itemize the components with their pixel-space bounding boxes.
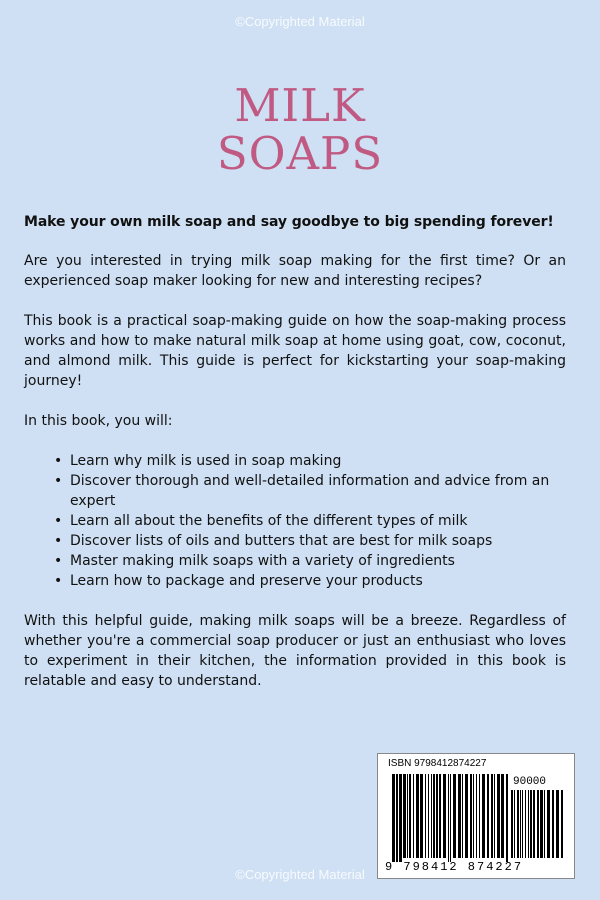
barcode-bar (453, 774, 456, 858)
barcode-addon-bars (511, 790, 565, 858)
barcode-bar (517, 790, 519, 858)
barcode-bar (528, 790, 529, 858)
list-item: • Learn all about the benefits of the different types of milk (70, 511, 566, 531)
book-title (0, 79, 600, 180)
barcode-bar (403, 774, 406, 858)
barcode-addon-number: 90000 (513, 776, 547, 788)
barcode-bar (556, 790, 559, 858)
isbn-barcode (377, 753, 575, 879)
barcode-bar (458, 774, 461, 858)
barcode-bar (407, 774, 408, 858)
barcode-bar (506, 774, 508, 862)
barcode-bar (409, 774, 411, 858)
barcode-bar (522, 790, 523, 858)
barcode-bar (436, 774, 438, 858)
barcode-bar (413, 774, 414, 858)
isbn-label: ISBN 9798412874227 (388, 758, 487, 769)
barcode-bar (547, 790, 550, 858)
barcode-bar (443, 774, 446, 858)
paragraph-intro: Are you interested in trying milk soap making for the first time? Or an experienced soap maker looking for new and interesting recipes? (24, 253, 566, 289)
copyright-watermark-top: ©Copyrighted Material (235, 14, 365, 29)
barcode-bar (473, 774, 474, 858)
barcode-bar (420, 774, 423, 858)
list-item: • Master making milk soaps with a variety of ingredients (70, 551, 566, 571)
barcode-digits: 9 798412 874227 (385, 860, 524, 874)
barcode-bar (462, 774, 463, 858)
barcode-bar (501, 774, 504, 858)
barcode-bar (476, 774, 477, 858)
back-cover-description (24, 212, 566, 711)
barcode-bar (431, 774, 432, 858)
barcode-bar (479, 774, 480, 858)
paragraph-about: This book is a practical soap-making guide on how the soap-making process works and how to make natural milk soap at home using goat, cow, coconut, and almond milk. This guide is perfect for kickstarting your soap-making journey! (24, 313, 566, 389)
paragraph-closing: With this helpful guide, making milk soaps will be a breeze. Regardless of whether you're a commercial soap producer or just an enthusiast who loves to experiment in their kitchen, the information provided in this book is relatable and easy to understand. (24, 613, 566, 689)
lead-sentence: Make your own milk soap and say goodbye to big spending forever! (24, 214, 554, 230)
barcode-bar (470, 774, 472, 858)
barcode-bar (416, 774, 419, 858)
barcode-bar (428, 774, 429, 858)
title-line-1: MILK (234, 79, 366, 132)
barcode-bar (491, 774, 493, 858)
barcode-bar (552, 790, 554, 858)
barcode-bar (392, 774, 395, 862)
barcode-bar (561, 790, 563, 858)
barcode-main-bars (392, 774, 508, 862)
barcode-bar (439, 774, 441, 858)
barcode-bar (520, 790, 521, 858)
barcode-bar (399, 774, 402, 862)
barcode-bar (482, 774, 485, 858)
barcode-bar (494, 774, 495, 858)
barcode-bar (511, 790, 513, 858)
barcode-bar (530, 790, 532, 858)
copyright-watermark-bottom: ©Copyrighted Material (235, 867, 365, 882)
barcode-bar (450, 774, 451, 862)
barcode-bar (497, 774, 500, 858)
barcode-bar (540, 790, 543, 858)
list-item: • Learn why milk is used in soap making (70, 451, 566, 471)
barcode-bar (537, 790, 539, 858)
list-item: • Learn how to package and preserve your products (70, 571, 566, 591)
feature-list (24, 451, 566, 591)
barcode-bar (433, 774, 435, 858)
paragraph-list-intro: In this book, you will: (24, 413, 173, 429)
barcode-bar (448, 774, 449, 862)
barcode-bar (533, 790, 535, 858)
title-line-2: SOAPS (216, 127, 384, 180)
barcode-bar (396, 774, 398, 862)
barcode-bar (487, 774, 489, 858)
list-item: • Discover thorough and well-detailed information and advice from an expert (70, 471, 566, 511)
list-item: • Discover lists of oils and butters that are best for milk soaps (70, 531, 566, 551)
barcode-bar (525, 790, 526, 858)
barcode-bar (514, 790, 515, 858)
barcode-bar (425, 774, 426, 858)
barcode-bar (544, 790, 545, 858)
barcode-bar (465, 774, 468, 858)
